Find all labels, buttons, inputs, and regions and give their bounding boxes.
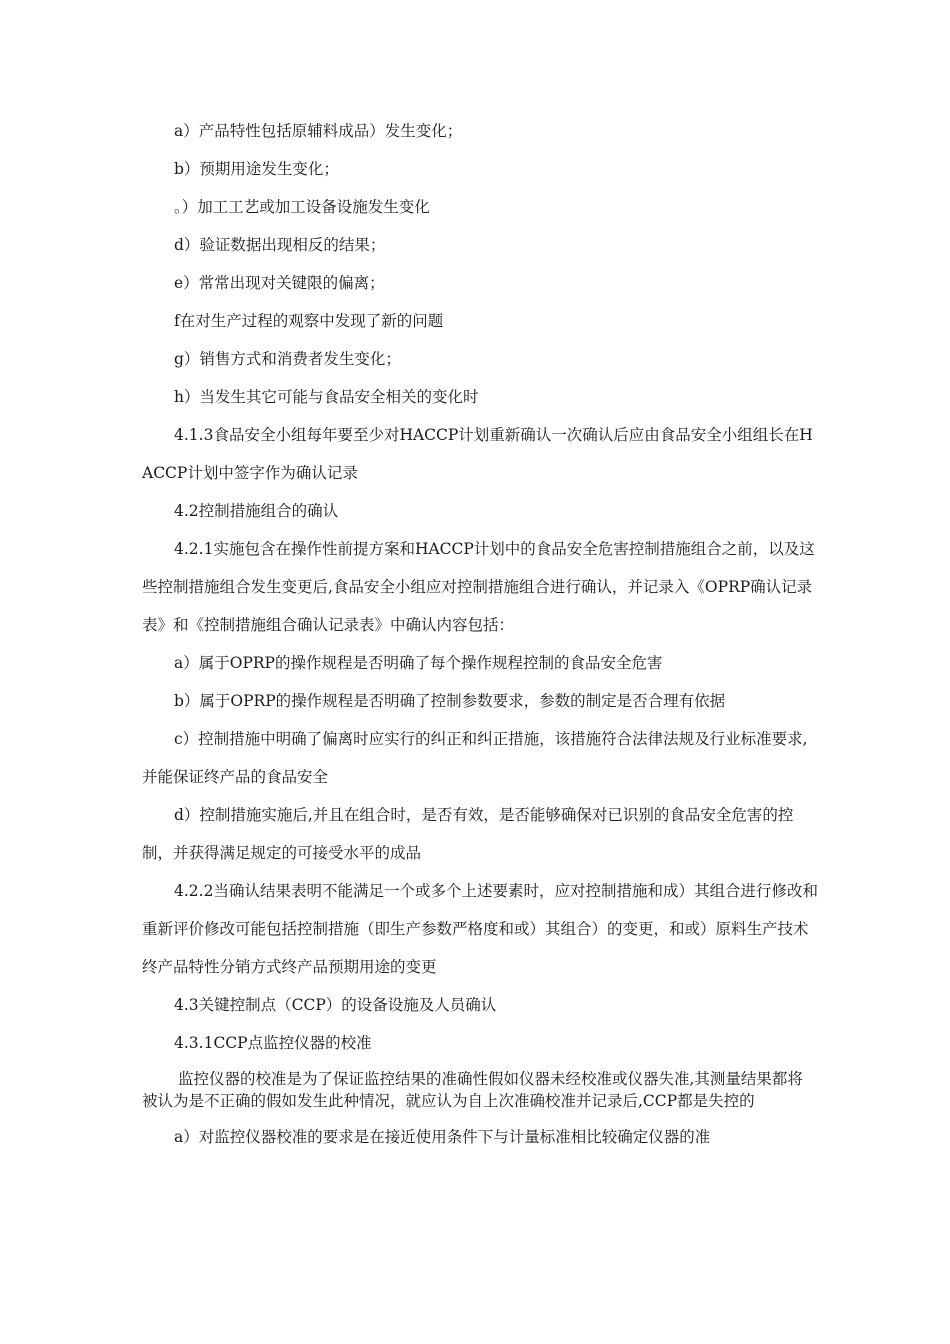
paragraph-4-2-2: 4.2.2当确认结果表明不能满足一个或多个上述要素时，应对控制措施和成）其组合进行修改和重新评价修改可能包括控制措施（即生产参数严格度和或）其组合）的变更，和或）原料生产技术终产品特性分销方式终产品预期用途的变更 [142,882,818,976]
list-item-d-control: d）控制措施实施后,并且在组合时，是否有效，是否能够确保对已识别的食品安全危害的控制，并获得满足规定的可接受水平的成品 [142,806,794,862]
list-item-d: d）验证数据出现相反的结果； [174,236,386,254]
list-item-c-control: c）控制措施中明确了偏离时应实行的纠正和纠正措施，该措施符合法律法规及行业标准要求,并能保证终产品的食品安全 [142,730,808,786]
heading-4-3-1: 4.3.1CCP点监控仪器的校准 [174,1034,372,1052]
paragraph-calibration: 监控仪器的校准是为了保证监控结果的准确性假如仪器未经校准或仪器失准,其测量结果都将被认为是不正确的假如发生此种情况，就应认为自上次准确校准并记录后,CCP都是失控的 [142,1070,803,1110]
heading-4-2: 4.2控制措施组合的确认 [174,502,339,520]
list-item-a-oprp: a）属于OPRP的操作规程是否明确了每个操作规程控制的食品安全危害 [174,654,663,672]
paragraph-4-1-3: 4.1.3食品安全小组每年要至少对HACCP计划重新确认一次确认后应由食品安全小组组长在HACCP计划中签字作为确认记录 [142,426,813,482]
list-item-g: g）销售方式和消费者发生变化； [174,350,401,368]
paragraph-4-2-1: 4.2.1实施包含在操作性前提方案和HACCP计划中的食品安全危害控制措施组合之前，以及这些控制措施组合发生变更后,食品安全小组应对控制措施组合进行确认，并记录入《OPRP确认记录表》和《控制措施组合确认记录表》中确认内容包括： [142,540,815,634]
heading-4-3: 4.3关键控制点（CCP）的设备设施及人员确认 [174,996,497,1014]
list-item-e: e）常常出现对关键限的偏离； [174,274,385,292]
list-item-a: a）产品特性包括原辅料成品）发生变化； [174,122,463,140]
list-item-a-calibration: a）对监控仪器校准的要求是在接近使用条件下与计量标准相比较确定仪器的准 [174,1128,711,1146]
list-item-c: 。）加工工艺或加工设备设施发生变化 [174,198,430,216]
list-item-f: f在对生产过程的观察中发现了新的问题 [174,312,444,330]
list-item-h: h）当发生其它可能与食品安全相关的变化时 [174,388,479,406]
list-item-b: b）预期用途发生变化； [174,160,339,178]
document-body [142,112,818,1156]
list-item-b-oprp: b）属于OPRP的操作规程是否明确了控制参数要求，参数的制定是否合理有依据 [174,692,726,710]
